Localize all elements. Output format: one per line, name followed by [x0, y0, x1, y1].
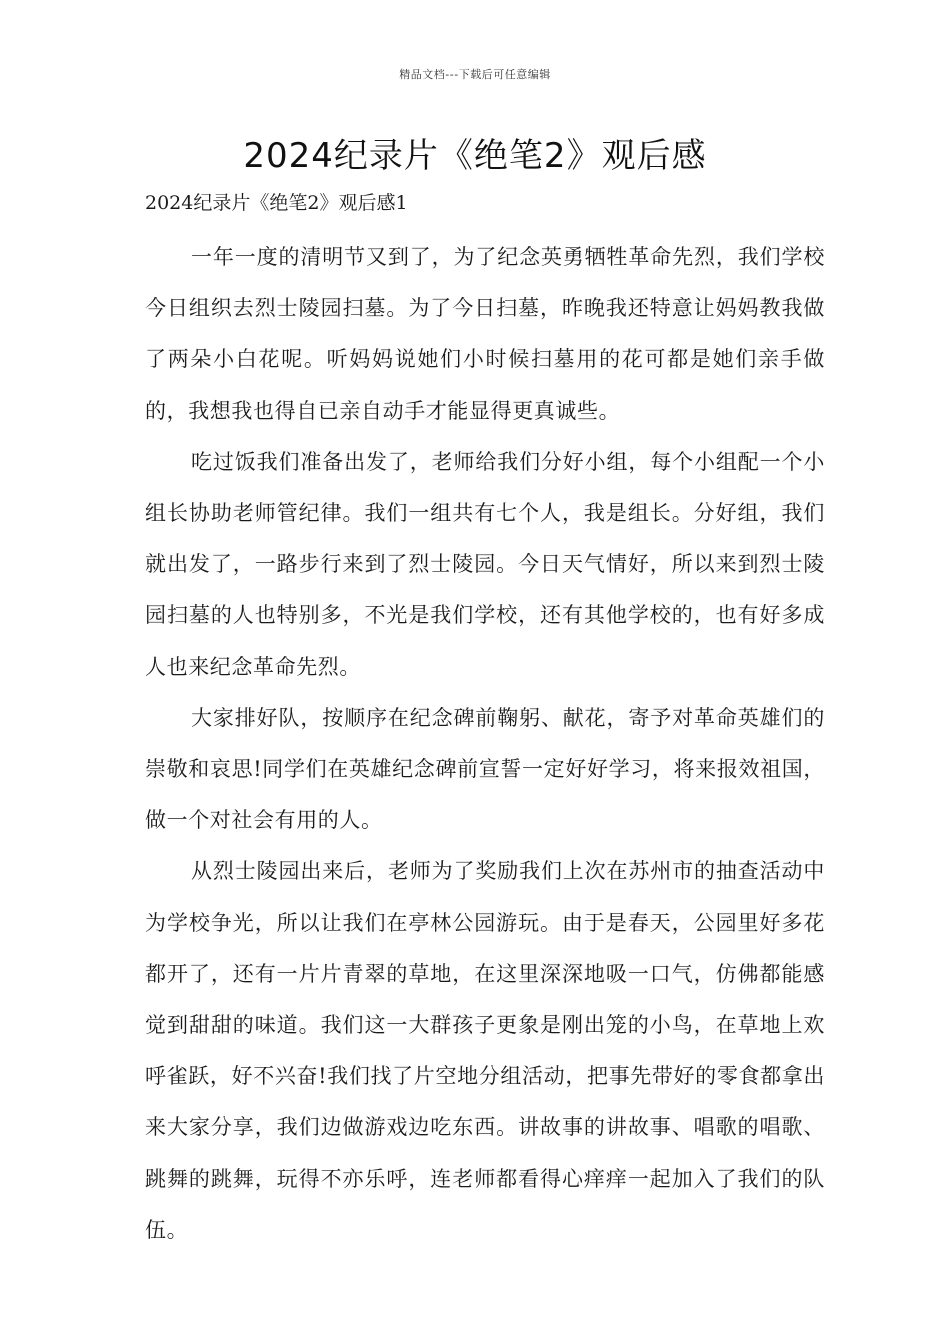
- header-note: 精品文档---下载后可任意编辑: [399, 68, 551, 81]
- document-title: 2024纪录片《绝笔2》观后感: [243, 136, 707, 176]
- document-body: [145, 232, 825, 1256]
- paragraph: 从烈士陵园出来后，老师为了奖励我们上次在苏州市的抽查活动中为学校争光，所以让我们在亭林公园游玩。由于是春天，公园里好多花都开了，还有一片片青翠的草地，在这里深深地吸一口气，仿佛都能感觉到甜甜的味道。我们这一大群孩子更象是刚出笼的小鸟，在草地上欢呼雀跃，好不兴奋!我们找了片空地分组活动，把事先带好的零食都拿出来大家分享，我们边做游戏边吃东西。讲故事的讲故事、唱歌的唱歌、跳舞的跳舞，玩得不亦乐呼，连老师都看得心痒痒一起加入了我们的队伍。: [145, 859, 825, 1242]
- paragraph: 大家排好队，按顺序在纪念碑前鞠躬、献花，寄予对革命英雄们的崇敬和哀思!同学们在英雄纪念碑前宣誓一定好好学习，将来报效祖国，做一个对社会有用的人。: [145, 705, 825, 833]
- document-subtitle: 2024纪录片《绝笔2》观后感1: [145, 192, 408, 214]
- paragraph: 吃过饭我们准备出发了，老师给我们分好小组，每个小组配一个小组长协助老师管纪律。我们一组共有七个人，我是组长。分好组，我们就出发了，一路步行来到了烈士陵园。今日天气情好，所以来到烈士陵园扫墓的人也特别多，不光是我们学校，还有其他学校的，也有好多成人也来纪念革命先烈。: [145, 449, 825, 679]
- paragraph: 一年一度的清明节又到了，为了纪念英勇牺牲革命先烈，我们学校今日组织去烈士陵园扫墓。为了今日扫墓，昨晚我还特意让妈妈教我做了两朵小白花呢。听妈妈说她们小时候扫墓用的花可都是她们亲手做的，我想我也得自已亲自动手才能显得更真诚些。: [145, 245, 825, 423]
